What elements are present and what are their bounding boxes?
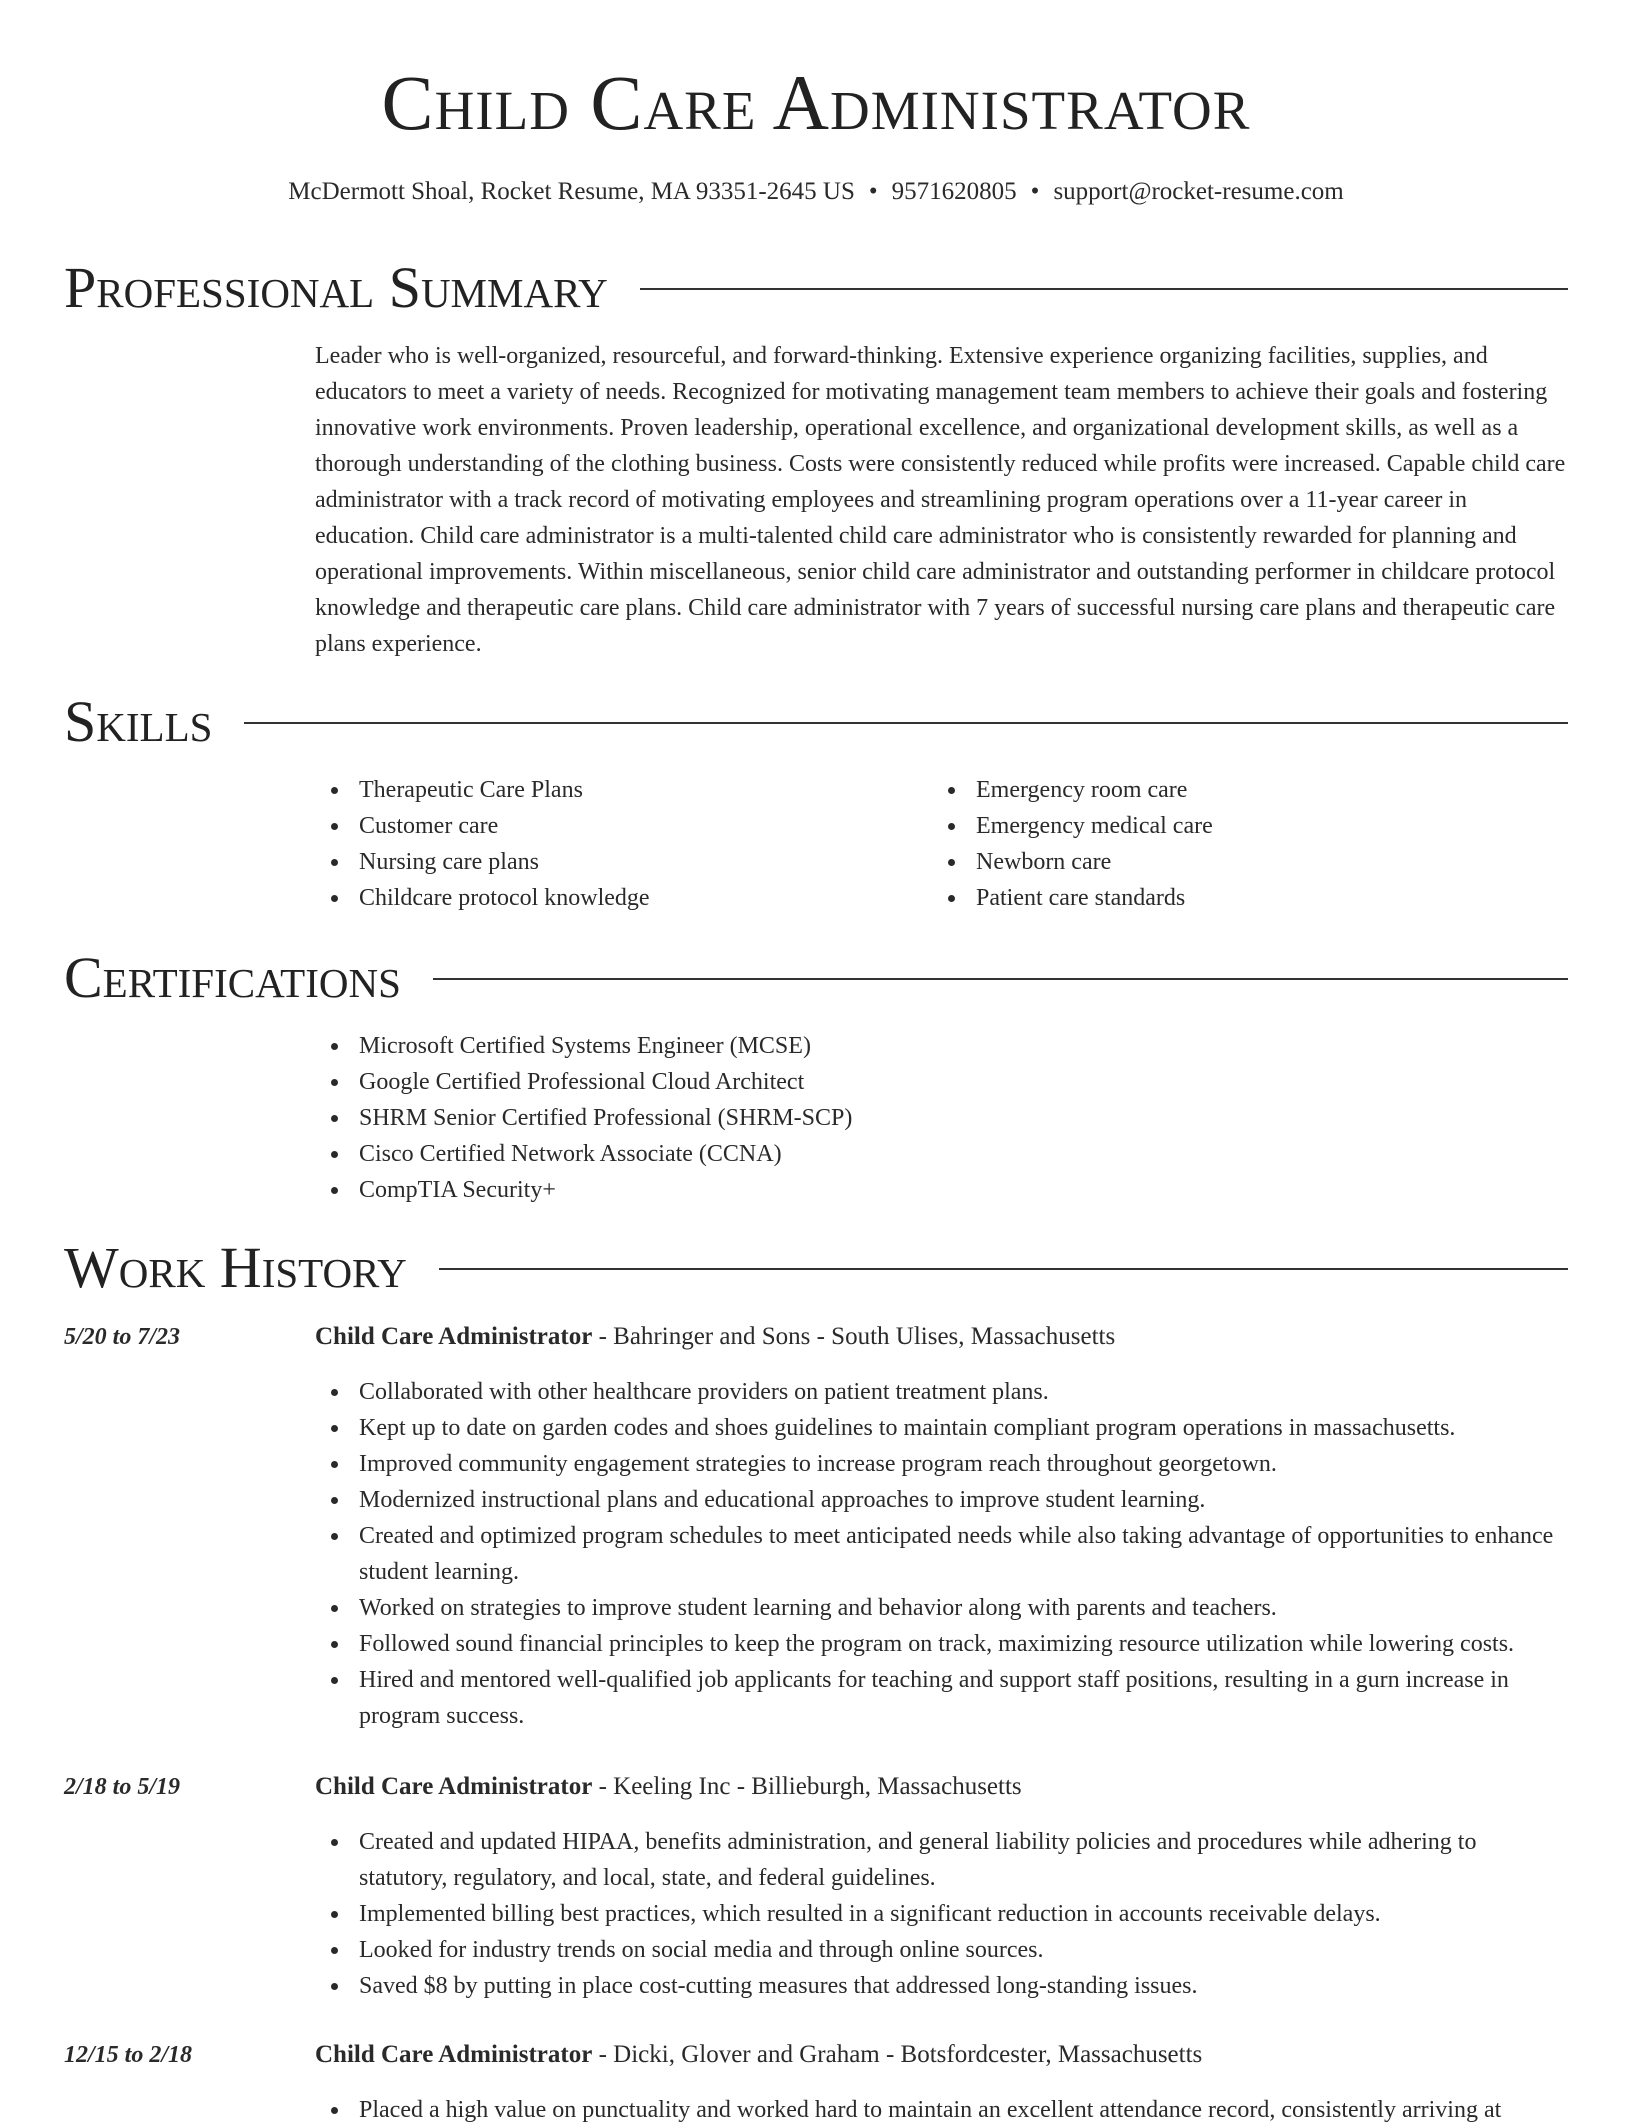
certifications-list: [315, 1028, 1568, 1208]
certification-item: Cisco Certified Network Associate (CCNA): [315, 1136, 1568, 1172]
job-duties: [315, 1824, 1568, 2004]
job-duties: [315, 2092, 1568, 2128]
certifications-block: [315, 1028, 1568, 1208]
job-title-line: [315, 1770, 1568, 1804]
certification-item: Microsoft Certified Systems Engineer (MCSE): [315, 1028, 1568, 1064]
certifications-section-header: [64, 946, 1568, 1010]
certification-item: CompTIA Security+: [315, 1172, 1568, 1208]
section-divider: [640, 288, 1568, 290]
job-title: Child Care Administrator: [315, 2041, 593, 2068]
job-dates: 2/18 to 5/19: [64, 1774, 181, 1800]
job-company: - Bahringer and Sons - South Ulises, Massachusetts: [592, 1323, 1116, 1350]
job-duty-item: Followed sound financial principles to keep the program on track, maximizing resource utilization while lowering costs.: [315, 1626, 1568, 1662]
job-dates: 12/15 to 2/18: [64, 2042, 193, 2068]
job-duty-item: Looked for industry trends on social media and through online sources.: [315, 1932, 1568, 1968]
skills-column-right: [932, 772, 1492, 916]
skill-item: Emergency room care: [932, 772, 1492, 808]
candidate-name: Child Care Administrator: [381, 59, 1251, 146]
job-duty-list: [315, 1374, 1568, 1734]
skill-item: Newborn care: [932, 844, 1492, 880]
skill-item: Patient care standards: [932, 880, 1492, 916]
work-heading: Work History: [64, 1235, 407, 1300]
job-duty-item: Created and updated HIPAA, benefits administration, and general liability policies and procedures while adhering to statutory, regulatory, and local, state, and federal guidelines.: [315, 1824, 1568, 1896]
contact-line: [0, 176, 1632, 208]
job-company: - Dicki, Glover and Graham - Botsfordcester, Massachusetts: [592, 2041, 1203, 2068]
skills-column-left: [315, 772, 875, 916]
job-duty-item: Saved $8 by putting in place cost-cutting measures that addressed long-standing issues.: [315, 1968, 1568, 2004]
job-duty-list: [315, 1824, 1568, 2004]
job-duty-item: Collaborated with other healthcare providers on patient treatment plans.: [315, 1374, 1568, 1410]
skill-item: Emergency medical care: [932, 808, 1492, 844]
contact-separator: •: [1030, 178, 1040, 205]
job-duty-list: [315, 2092, 1568, 2128]
skill-item: Therapeutic Care Plans: [315, 772, 875, 808]
skill-item: Nursing care plans: [315, 844, 875, 880]
contact-phone: 9571620805: [891, 178, 1017, 205]
skills-list-right: [932, 772, 1492, 916]
job-title: Child Care Administrator: [315, 1773, 593, 1800]
job-duty-item: Hired and mentored well-qualified job applicants for teaching and support staff positions, resulting in a gurn increase in program success.: [315, 1662, 1568, 1734]
work-section-header: [64, 1236, 1568, 1300]
contact-separator: •: [868, 178, 878, 205]
certification-item: SHRM Senior Certified Professional (SHRM-SCP): [315, 1100, 1568, 1136]
contact-address: McDermott Shoal, Rocket Resume, MA 93351-2645 US: [288, 178, 855, 205]
job-duties: [315, 1374, 1568, 1734]
certifications-heading: Certifications: [64, 945, 401, 1010]
certification-item: Google Certified Professional Cloud Architect: [315, 1064, 1568, 1100]
section-divider: [433, 978, 1568, 980]
job-duty-item: Modernized instructional plans and educational approaches to improve student learning.: [315, 1482, 1568, 1518]
job-title-line: [315, 1320, 1568, 1354]
summary-section-header: [64, 256, 1568, 320]
section-divider: [244, 722, 1568, 724]
job-duty-item: Created and optimized program schedules to meet anticipated needs while also taking advantage of opportunities to enhance student learning.: [315, 1518, 1568, 1590]
job-title: Child Care Administrator: [315, 1323, 593, 1350]
job-duty-item: Placed a high value on punctuality and worked hard to maintain an excellent attendance record, consistently arriving at: [315, 2092, 1568, 2128]
skill-item: Customer care: [315, 808, 875, 844]
job-duty-item: Improved community engagement strategies to increase program reach throughout georgetown.: [315, 1446, 1568, 1482]
section-divider: [439, 1268, 1568, 1270]
job-duty-item: Implemented billing best practices, which resulted in a significant reduction in accounts receivable delays.: [315, 1896, 1568, 1932]
job-company: - Keeling Inc - Billieburgh, Massachusetts: [592, 1773, 1022, 1800]
job-duty-item: Worked on strategies to improve student learning and behavior along with parents and teachers.: [315, 1590, 1568, 1626]
job-title-line: [315, 2038, 1568, 2072]
job-dates: 5/20 to 7/23: [64, 1324, 181, 1350]
summary-heading: Professional Summary: [64, 255, 608, 320]
skill-item: Childcare protocol knowledge: [315, 880, 875, 916]
contact-email: support@rocket-resume.com: [1053, 178, 1344, 205]
skills-list-left: [315, 772, 875, 916]
skills-section-header: [64, 690, 1568, 754]
job-duty-item: Kept up to date on garden codes and shoes guidelines to maintain compliant program operations in massachusetts.: [315, 1410, 1568, 1446]
summary-text: Leader who is well-organized, resourceful, and forward-thinking. Extensive experience organizing facilities, supplies, and educators to meet a variety of needs. Recognized for motivating management team members to achieve their goals and fostering innovative work environments. Proven leadership, operational excellence, and organizational development skills, as well as a thorough understanding of the clothing business. Costs were consistently reduced while profits were increased. Capable child care administrator with a track record of motivating employees and streamlining program operations over a 11-year career in education. Child care administrator is a multi-talented child care administrator who is consistently rewarded for planning and operational improvements. Within miscellaneous, senior child care administrator and outstanding performer in childcare protocol knowledge and therapeutic care plans. Child care administrator with 7 years of successful nursing care plans and therapeutic care plans experience.: [315, 343, 1566, 657]
skills-heading: Skills: [64, 689, 213, 754]
